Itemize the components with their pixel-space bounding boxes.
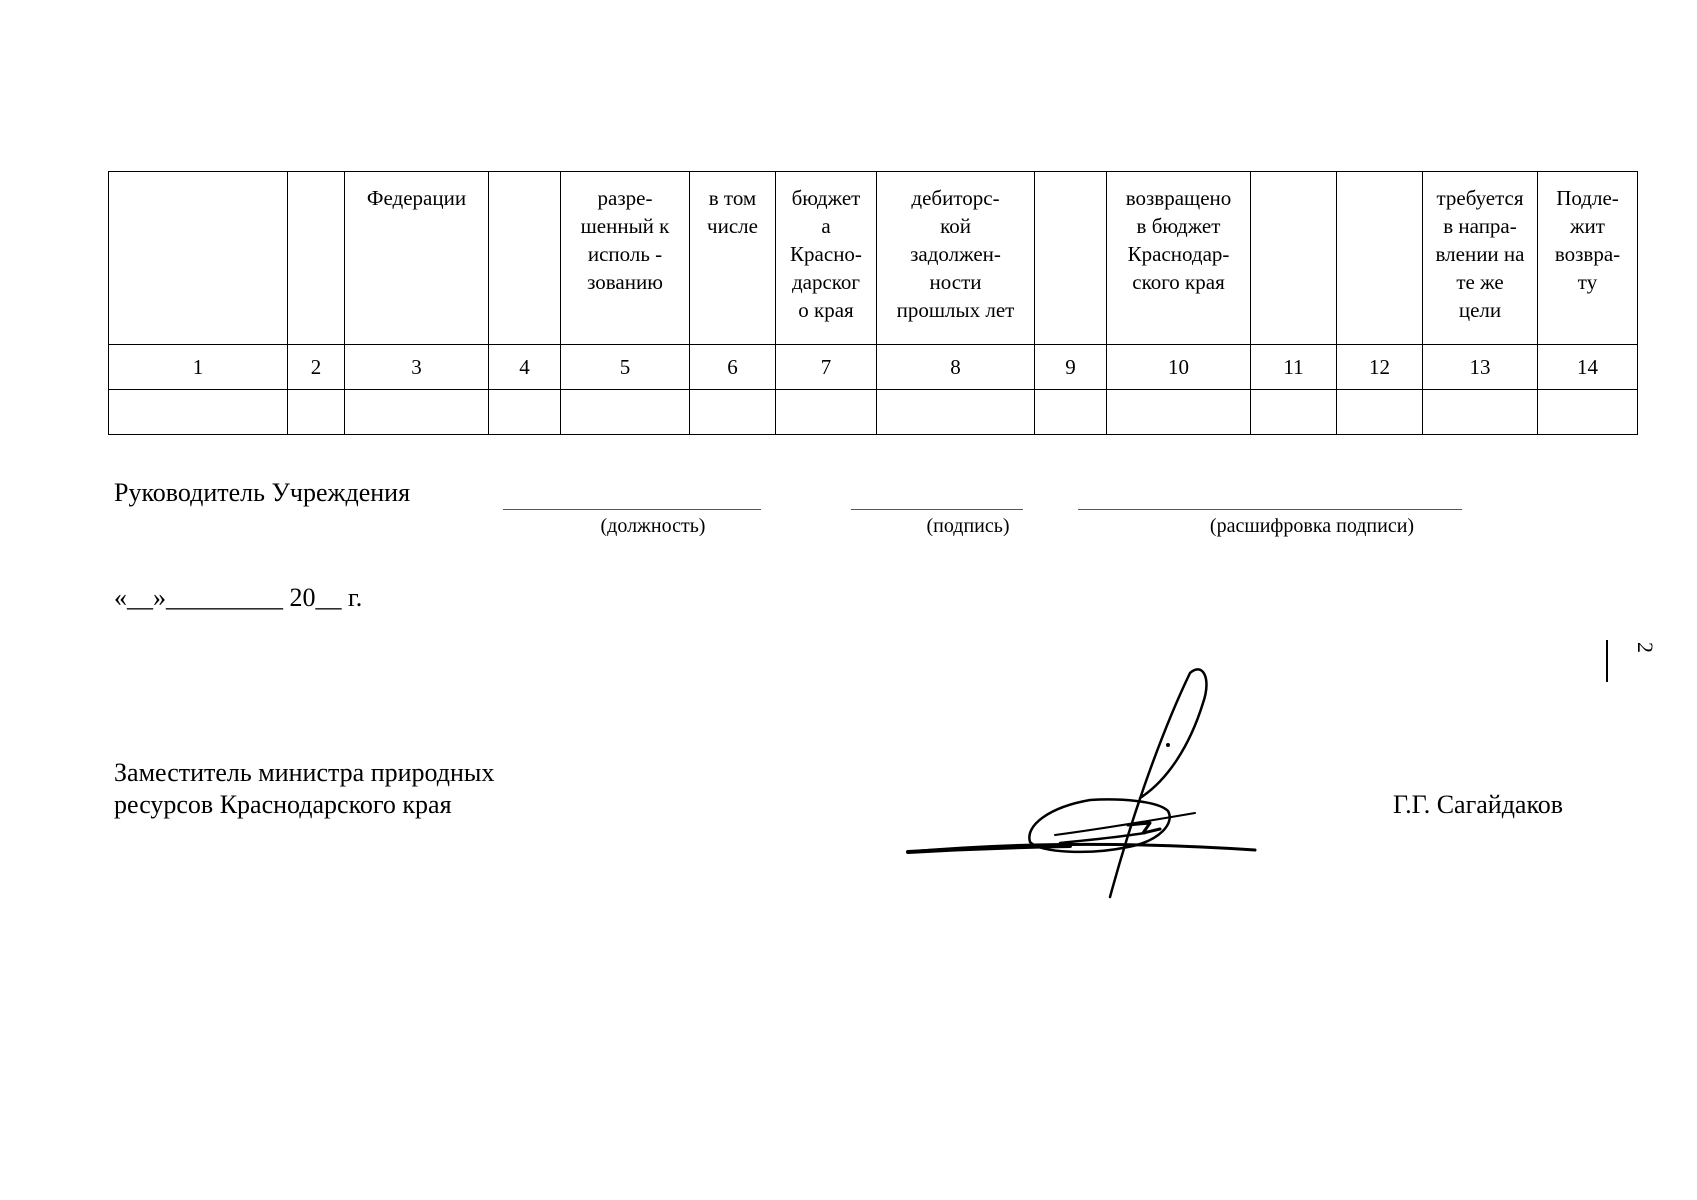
header-cell: Федерации [345, 172, 489, 345]
empty-cell [345, 390, 489, 435]
header-cell [1337, 172, 1423, 345]
header-cell: требуется в напра- влении на те же цели [1423, 172, 1538, 345]
decode-line [1078, 509, 1462, 510]
header-cell [288, 172, 345, 345]
empty-cell [489, 390, 561, 435]
empty-data-row [109, 390, 1638, 435]
empty-cell [690, 390, 776, 435]
position-caption: (должность) [600, 515, 706, 537]
column-number: 5 [561, 345, 690, 390]
signature-caption: (подпись) [926, 515, 1010, 537]
column-number: 3 [345, 345, 489, 390]
column-number: 10 [1107, 345, 1251, 390]
column-number: 7 [776, 345, 877, 390]
column-number: 12 [1337, 345, 1423, 390]
column-number: 4 [489, 345, 561, 390]
empty-cell [288, 390, 345, 435]
empty-cell [776, 390, 877, 435]
page-margin-mark [1606, 640, 1608, 682]
handwritten-signature [900, 665, 1270, 905]
header-cell [489, 172, 561, 345]
date-line: «__»_________ 20__ г. [114, 583, 363, 612]
column-number: 6 [690, 345, 776, 390]
empty-cell [561, 390, 690, 435]
header-cell: бюджет а Красно- дарског о края [776, 172, 877, 345]
official-title-line1: Заместитель министра природных [114, 758, 495, 787]
report-table [108, 171, 1638, 435]
column-number: 2 [288, 345, 345, 390]
column-number: 13 [1423, 345, 1538, 390]
official-title-line2: ресурсов Краснодарского края [114, 790, 452, 819]
header-cell: в том числе [690, 172, 776, 345]
header-cell [1251, 172, 1337, 345]
position-line [503, 509, 761, 510]
header-cell: дебиторс- кой задолжен- ности прошлых лет [877, 172, 1035, 345]
decode-caption: (расшифровка подписи) [1209, 515, 1415, 537]
column-number: 8 [877, 345, 1035, 390]
empty-cell [877, 390, 1035, 435]
header-cell: возвращено в бюджет Краснодар- ского края [1107, 172, 1251, 345]
signatory-title: Руководитель Учреждения [114, 478, 411, 507]
page-number: 2 [1633, 642, 1658, 653]
header-cell [1035, 172, 1107, 345]
empty-cell [1035, 390, 1107, 435]
header-cell: разре- шенный к исполь - зованию [561, 172, 690, 345]
empty-cell [1423, 390, 1538, 435]
header-cell [109, 172, 288, 345]
empty-cell [1337, 390, 1423, 435]
table-header-row [109, 172, 1638, 345]
empty-cell [109, 390, 288, 435]
empty-cell [1251, 390, 1337, 435]
empty-cell [1538, 390, 1638, 435]
signature-line [851, 509, 1023, 510]
column-number: 11 [1251, 345, 1337, 390]
official-name: Г.Г. Сагайдаков [1393, 790, 1564, 819]
header-cell: Подле- жит возвра- ту [1538, 172, 1638, 345]
column-number: 1 [109, 345, 288, 390]
column-number: 9 [1035, 345, 1107, 390]
column-number: 14 [1538, 345, 1638, 390]
column-number-row [109, 345, 1638, 390]
empty-cell [1107, 390, 1251, 435]
